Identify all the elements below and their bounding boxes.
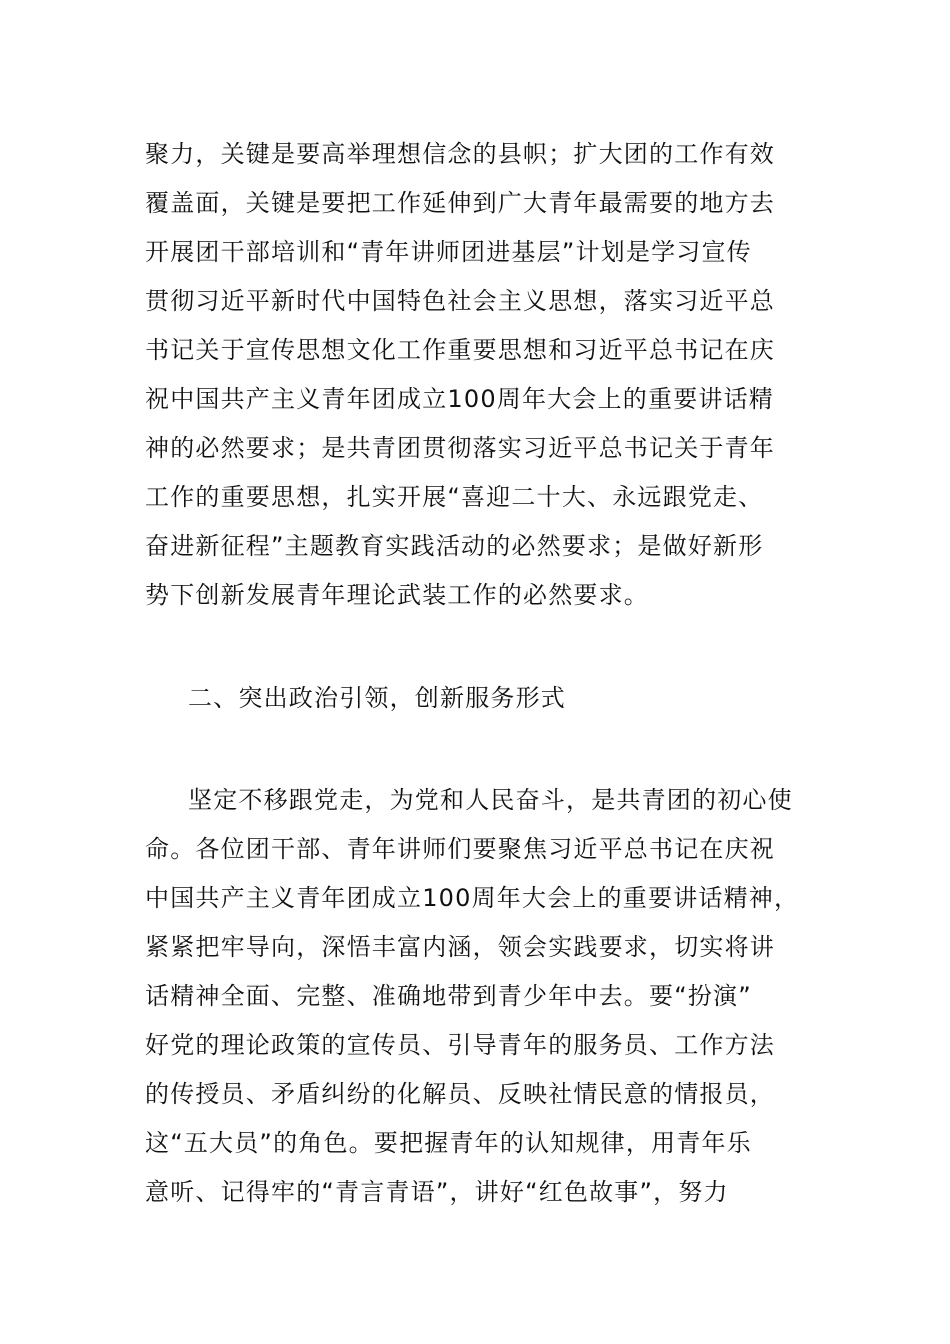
paragraph-2-line-8: 这“五大员”的角色。要把握青年的认知规律，用青年乐 [145, 1129, 752, 1157]
paragraph-2-line-2: 命。各位团干部、青年讲师们要聚焦习近平总书记在庆祝 [145, 835, 775, 863]
paragraph-1-line-4: 贯彻习近平新时代中国特色社会主义思想，落实习近平总 [145, 287, 775, 315]
paragraph-1-line-5: 书记关于宣传思想文化工作重要思想和习近平总书记在庆 [145, 336, 775, 364]
paragraph-1-line-8: 工作的重要思想，扎实开展“喜迎二十大、永远跟党走、 [145, 483, 764, 511]
section-heading: 二、突出政治引领，创新服务形式 [188, 684, 566, 712]
paragraph-1-line-10: 势下创新发展青年理论武装工作的必然要求。 [145, 581, 649, 609]
paragraph-1-line-2: 覆盖面，关键是要把工作延伸到广大青年最需要的地方去 [145, 189, 775, 217]
paragraph-1-line-7: 神的必然要求；是共青团贯彻落实习近平总书记关于青年 [145, 434, 775, 462]
paragraph-2-line-4: 紧紧把牢导向，深悟丰富内涵，领会实践要求，切实将讲 [145, 933, 775, 961]
paragraph-1-line-9: 奋进新征程”主题教育实践活动的必然要求；是做好新形 [145, 532, 764, 560]
paragraph-2-line-7: 的传授员、矛盾纠纷的化解员、反映社情民意的情报员， [145, 1080, 775, 1108]
paragraph-1-line-6: 祝中国共产主义青年团成立100周年大会上的重要讲话精 [145, 385, 775, 413]
paragraph-2-line-1: 坚定不移跟党走，为党和人民奋斗，是共青团的初心使 [188, 786, 793, 814]
paragraph-1-line-3: 开展团干部培训和“青年讲师团进基层”计划是学习宣传 [145, 238, 752, 266]
paragraph-2-line-5: 话精神全面、完整、准确地带到青少年中去。要“扮演” [145, 982, 752, 1010]
paragraph-2-line-3: 中国共产主义青年团成立100周年大会上的重要讲话精神， [145, 884, 800, 912]
paragraph-2-line-9: 意听、记得牢的“青言青语”，讲好“红色故事”，努力 [145, 1178, 729, 1206]
paragraph-1-line-1: 聚力，关键是要高举理想信念的县帜；扩大团的工作有效 [145, 140, 775, 168]
paragraph-2-line-6: 好党的理论政策的宣传员、引导青年的服务员、工作方法 [145, 1031, 775, 1059]
